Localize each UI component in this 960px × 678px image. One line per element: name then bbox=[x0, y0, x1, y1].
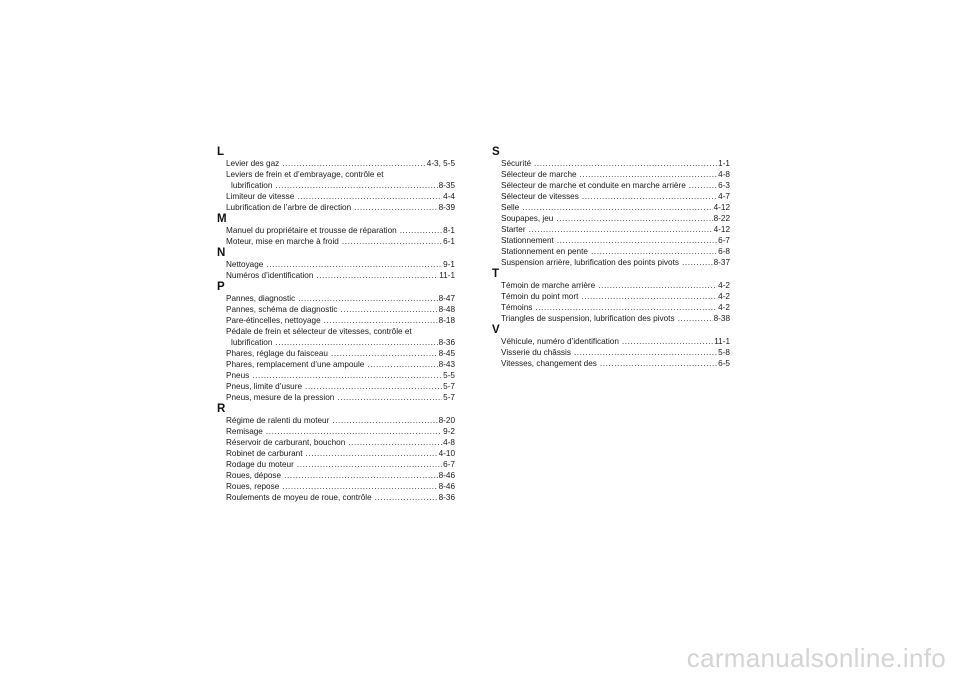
dot-leader bbox=[622, 336, 713, 347]
page-reference: 4-8 bbox=[443, 438, 455, 447]
entry-text: Témoins bbox=[501, 303, 533, 312]
index-entry bbox=[492, 202, 730, 213]
entry-text: Moteur, mise en marche à froid bbox=[226, 237, 339, 246]
index-entry bbox=[217, 415, 455, 426]
index-entry bbox=[217, 270, 455, 281]
entry-text: Stationnement bbox=[501, 236, 554, 245]
index-entry bbox=[217, 315, 455, 326]
entry-text: Roues, repose bbox=[226, 482, 280, 491]
index-entry bbox=[492, 280, 730, 291]
page-reference: 5-7 bbox=[443, 382, 455, 391]
page-reference: 8-1 bbox=[443, 226, 455, 235]
page-reference: 4-3, 5-5 bbox=[426, 159, 455, 168]
entry-text: Roulements de moyeu de roue, contrôle bbox=[226, 493, 372, 502]
entry-text: Sécurité bbox=[501, 159, 532, 168]
dot-leader bbox=[266, 259, 442, 270]
entry-text: Phares, réglage du faisceau bbox=[226, 349, 328, 358]
entry-text: Sélecteur de vitesses bbox=[501, 192, 579, 201]
dot-leader bbox=[332, 415, 437, 426]
index-entry bbox=[217, 191, 455, 202]
dot-leader bbox=[282, 481, 437, 492]
page-reference: 9-1 bbox=[443, 260, 455, 269]
entry-text: Témoin de marche arrière bbox=[501, 281, 596, 290]
page-reference: 9-2 bbox=[443, 427, 455, 436]
dot-leader bbox=[400, 225, 442, 236]
dot-leader bbox=[316, 270, 438, 281]
entry-text: Levier des gaz bbox=[226, 159, 280, 168]
index-entry bbox=[492, 224, 730, 235]
dot-leader bbox=[297, 191, 442, 202]
index-section bbox=[492, 324, 730, 369]
entry-text: lubrification bbox=[231, 181, 273, 190]
index-entry bbox=[217, 381, 455, 392]
dot-leader bbox=[375, 492, 438, 503]
index-entry bbox=[492, 302, 730, 313]
page-reference: 4-8 bbox=[718, 170, 730, 179]
index-entry bbox=[217, 392, 455, 403]
dot-leader bbox=[535, 302, 717, 313]
dot-leader bbox=[252, 370, 442, 381]
dot-leader bbox=[367, 359, 437, 370]
index-entry bbox=[217, 259, 455, 270]
index-entry-heading: Pédale de frein et sélecteur de vitesses, contrôle et bbox=[226, 327, 412, 336]
index-section bbox=[492, 268, 730, 324]
index-section bbox=[217, 247, 455, 281]
dot-leader bbox=[284, 470, 438, 481]
entry-text: Stationnement en pente bbox=[501, 247, 588, 256]
dot-leader bbox=[581, 291, 717, 302]
index-entry bbox=[492, 158, 730, 169]
index-entry bbox=[492, 347, 730, 358]
dot-leader bbox=[342, 236, 442, 247]
page-reference: 8-43 bbox=[438, 360, 455, 369]
dot-leader bbox=[331, 348, 438, 359]
index-entry bbox=[217, 348, 455, 359]
page-reference: 4-2 bbox=[718, 303, 730, 312]
page-reference: 8-36 bbox=[438, 493, 455, 502]
section-letter: S bbox=[492, 146, 500, 158]
page-reference: 4-10 bbox=[438, 449, 455, 458]
dot-leader bbox=[324, 315, 438, 326]
dot-leader bbox=[591, 246, 717, 257]
dot-leader bbox=[600, 358, 717, 369]
entry-text: Robinet de carburant bbox=[226, 449, 303, 458]
index-entry bbox=[492, 291, 730, 302]
entry-text: Pannes, schéma de diagnostic bbox=[226, 305, 338, 314]
page-reference: 8-38 bbox=[713, 314, 730, 323]
page-reference: 4-12 bbox=[713, 203, 730, 212]
entry-text: Témoin du point mort bbox=[501, 292, 579, 301]
index-section bbox=[492, 146, 730, 268]
section-letter: M bbox=[217, 213, 227, 225]
index-entry bbox=[217, 459, 455, 470]
page-reference: 6-5 bbox=[718, 359, 730, 368]
dot-leader bbox=[305, 448, 437, 459]
page-reference: 1-1 bbox=[718, 159, 730, 168]
dot-leader bbox=[598, 280, 717, 291]
page-reference: 8-47 bbox=[438, 294, 455, 303]
page-reference: 6-1 bbox=[443, 237, 455, 246]
dot-leader bbox=[522, 202, 712, 213]
index-section bbox=[217, 281, 455, 403]
entry-text: lubrification bbox=[231, 338, 273, 347]
index-entry bbox=[492, 313, 730, 324]
page-reference: 5-8 bbox=[718, 348, 730, 357]
index-entry bbox=[217, 158, 455, 169]
index-entry bbox=[217, 426, 455, 437]
index-section bbox=[217, 146, 455, 213]
dot-leader bbox=[305, 381, 442, 392]
entry-text: Soupapes, jeu bbox=[501, 214, 554, 223]
index-entry bbox=[217, 180, 455, 191]
dot-leader bbox=[275, 337, 437, 348]
index-entry bbox=[217, 470, 455, 481]
page-reference: 8-22 bbox=[713, 214, 730, 223]
index-entry bbox=[217, 370, 455, 381]
index-entry bbox=[492, 191, 730, 202]
entry-text: Lubrification de l’arbre de direction bbox=[226, 203, 352, 212]
dot-leader bbox=[348, 437, 442, 448]
index-entry bbox=[492, 169, 730, 180]
entry-text: Sélecteur de marche et conduite en marche arrière bbox=[501, 181, 686, 190]
index-entry bbox=[217, 293, 455, 304]
index-entry bbox=[492, 213, 730, 224]
page-reference: 8-20 bbox=[438, 416, 455, 425]
dot-leader bbox=[556, 213, 712, 224]
page-reference: 8-39 bbox=[438, 203, 455, 212]
index-entry bbox=[492, 358, 730, 369]
dot-leader bbox=[529, 224, 713, 235]
section-letter: T bbox=[492, 268, 500, 280]
index-section bbox=[217, 403, 455, 503]
page-reference: 6-8 bbox=[718, 247, 730, 256]
section-letter: V bbox=[492, 324, 500, 336]
index-entry bbox=[217, 359, 455, 370]
page-reference: 4-2 bbox=[718, 292, 730, 301]
page-reference: 8-46 bbox=[438, 471, 455, 480]
index-entry bbox=[492, 246, 730, 257]
dot-leader bbox=[582, 191, 717, 202]
dot-leader bbox=[354, 202, 437, 213]
entry-text: Rodage du moteur bbox=[226, 460, 294, 469]
page-reference: 8-48 bbox=[438, 305, 455, 314]
index-entry bbox=[217, 437, 455, 448]
entry-text: Roues, dépose bbox=[226, 471, 282, 480]
entry-text: Nettoyage bbox=[226, 260, 264, 269]
dot-leader bbox=[275, 180, 437, 191]
page-reference: 8-36 bbox=[438, 338, 455, 347]
index-entry bbox=[492, 180, 730, 191]
dot-leader bbox=[689, 180, 717, 191]
entry-text: Pannes, diagnostic bbox=[226, 294, 296, 303]
section-letter: L bbox=[217, 146, 225, 158]
entry-text: Pneus, limite d’usure bbox=[226, 382, 302, 391]
index-column-right bbox=[492, 146, 730, 369]
index-entry bbox=[217, 304, 455, 315]
entry-text: Phares, remplacement d’une ampoule bbox=[226, 360, 365, 369]
index-entry bbox=[217, 202, 455, 213]
entry-text: Remisage bbox=[226, 427, 263, 436]
dot-leader bbox=[282, 158, 426, 169]
page-reference: 8-35 bbox=[438, 181, 455, 190]
index-section bbox=[217, 213, 455, 247]
index-entry bbox=[492, 235, 730, 246]
entry-text: Triangles de suspension, lubrification des pivots bbox=[501, 314, 675, 323]
page-reference: 5-5 bbox=[443, 371, 455, 380]
entry-text: Vitesses, changement des bbox=[501, 359, 597, 368]
page-reference: 8-46 bbox=[438, 482, 455, 491]
entry-text: Véhicule, numéro d’identification bbox=[501, 337, 619, 346]
page-reference: 5-7 bbox=[443, 393, 455, 402]
watermark: carmanualsonline.info bbox=[686, 643, 946, 673]
page-reference: 4-7 bbox=[718, 192, 730, 201]
dot-leader bbox=[534, 158, 717, 169]
index-entry bbox=[217, 236, 455, 247]
entry-text: Sélecteur de marche bbox=[501, 170, 577, 179]
index-column-left bbox=[217, 146, 455, 503]
dot-leader bbox=[678, 313, 713, 324]
section-letter: N bbox=[217, 247, 226, 259]
index-entry bbox=[217, 481, 455, 492]
entry-text: Selle bbox=[501, 203, 520, 212]
page-reference: 4-12 bbox=[713, 225, 730, 234]
entry-text: Starter bbox=[501, 225, 526, 234]
page-reference: 8-45 bbox=[438, 349, 455, 358]
entry-text: Visserie du châssis bbox=[501, 348, 571, 357]
page-reference: 6-7 bbox=[443, 460, 455, 469]
dot-leader bbox=[298, 293, 437, 304]
page-reference: 8-37 bbox=[713, 258, 730, 267]
dot-leader bbox=[557, 235, 717, 246]
index-entry bbox=[217, 225, 455, 236]
entry-text: Numéros d’identification bbox=[226, 271, 314, 280]
entry-text: Pneus, mesure de la pression bbox=[226, 393, 335, 402]
entry-text: Pare-étincelles, nettoyage bbox=[226, 316, 321, 325]
section-letter: R bbox=[217, 403, 226, 415]
dot-leader bbox=[297, 459, 442, 470]
index-entry bbox=[492, 336, 730, 347]
entry-text: Manuel du propriétaire et trousse de réparation bbox=[226, 226, 397, 235]
entry-text: Suspension arrière, lubrification des points pivots bbox=[501, 258, 679, 267]
page-reference: 6-7 bbox=[718, 236, 730, 245]
dot-leader bbox=[580, 169, 718, 180]
dot-leader bbox=[574, 347, 717, 358]
page-reference: 6-3 bbox=[718, 181, 730, 190]
entry-text: Réservoir de carburant, bouchon bbox=[226, 438, 346, 447]
dot-leader bbox=[266, 426, 442, 437]
index-entry bbox=[217, 448, 455, 459]
entry-text: Pneus bbox=[226, 371, 250, 380]
dot-leader bbox=[341, 304, 438, 315]
dot-leader bbox=[337, 392, 442, 403]
entry-text: Régime de ralenti du moteur bbox=[226, 416, 330, 425]
page-reference: 11-1 bbox=[439, 271, 455, 280]
page-reference: 4-4 bbox=[443, 192, 455, 201]
index-entry bbox=[217, 492, 455, 503]
page-reference: 4-2 bbox=[718, 281, 730, 290]
entry-text: Limiteur de vitesse bbox=[226, 192, 295, 201]
page-reference: 8-18 bbox=[438, 316, 455, 325]
dot-leader bbox=[682, 257, 713, 268]
page-reference: 11-1 bbox=[714, 337, 730, 346]
index-entry bbox=[217, 337, 455, 348]
index-entry-heading: Leviers de frein et d’embrayage, contrôle et bbox=[226, 170, 384, 179]
section-letter: P bbox=[217, 281, 225, 293]
index-entry bbox=[492, 257, 730, 268]
